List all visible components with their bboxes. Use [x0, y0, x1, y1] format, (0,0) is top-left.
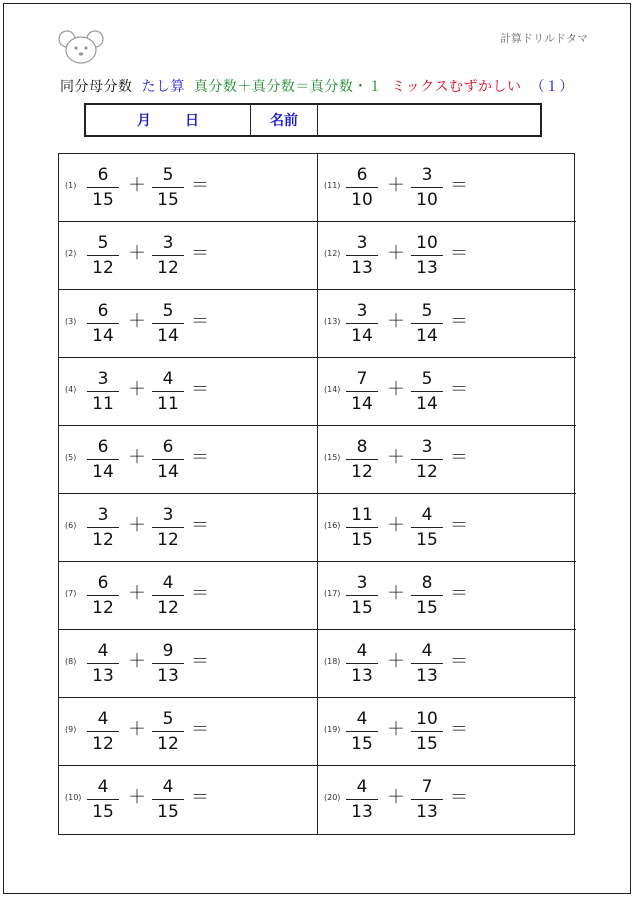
numerator: 4: [356, 709, 368, 729]
answer-area[interactable]: [217, 294, 311, 354]
second-fraction: [410, 367, 444, 416]
problem-cell: [318, 222, 576, 290]
denominator: 12: [157, 258, 179, 278]
answer-area[interactable]: [217, 634, 311, 694]
plus-sign: ＋: [387, 243, 405, 264]
problem-number: (4): [65, 385, 77, 394]
equals-sign: ＝: [191, 175, 209, 196]
first-fraction: [86, 639, 120, 688]
answer-area[interactable]: [476, 362, 570, 422]
first-fraction: [345, 163, 379, 212]
answer-area[interactable]: [476, 702, 570, 762]
denominator: 15: [416, 530, 438, 550]
denominator: 15: [416, 598, 438, 618]
problem-number: (18): [324, 657, 341, 666]
second-fraction: [410, 299, 444, 348]
numerator: 3: [162, 505, 174, 525]
numerator: 7: [421, 777, 433, 797]
problem-number: (15): [324, 453, 341, 462]
problem-number: (11): [324, 181, 341, 190]
first-fraction: [86, 435, 120, 484]
second-fraction: [151, 571, 185, 620]
denominator: 15: [351, 598, 373, 618]
numerator: 3: [97, 369, 109, 389]
denominator: 12: [92, 258, 114, 278]
denominator: 12: [92, 734, 114, 754]
problem-cell: [59, 358, 317, 426]
numerator: 6: [97, 301, 109, 321]
equals-sign: ＝: [450, 311, 468, 332]
second-fraction: [410, 435, 444, 484]
numerator: 6: [97, 165, 109, 185]
equals-sign: ＝: [191, 583, 209, 604]
problem-grid: [58, 153, 575, 835]
numerator: 4: [162, 369, 174, 389]
first-fraction: [345, 639, 379, 688]
first-fraction: [86, 503, 120, 552]
second-fraction: [410, 571, 444, 620]
problem-number: (10): [65, 793, 82, 802]
answer-area[interactable]: [217, 566, 311, 626]
denominator: 15: [92, 190, 114, 210]
denominator: 15: [157, 190, 179, 210]
problem-cell: [318, 426, 576, 494]
first-fraction: [345, 367, 379, 416]
denominator: 14: [351, 326, 373, 346]
answer-area[interactable]: [476, 770, 570, 830]
equals-sign: ＝: [191, 719, 209, 740]
first-fraction: [86, 163, 120, 212]
answer-area[interactable]: [476, 294, 570, 354]
numerator: 5: [421, 369, 433, 389]
denominator: 13: [92, 666, 114, 686]
denominator: 14: [92, 326, 114, 346]
answer-area[interactable]: [217, 770, 311, 830]
problem-number: (20): [324, 793, 341, 802]
first-fraction: [86, 775, 120, 824]
equals-sign: ＝: [450, 243, 468, 264]
numerator: 6: [356, 165, 368, 185]
denominator: 12: [157, 734, 179, 754]
equals-sign: ＝: [450, 583, 468, 604]
numerator: 8: [356, 437, 368, 457]
numerator: 8: [421, 573, 433, 593]
answer-area[interactable]: [217, 226, 311, 286]
problem-cell: [318, 494, 576, 562]
denominator: 13: [351, 666, 373, 686]
equals-sign: ＝: [450, 515, 468, 536]
second-fraction: [151, 707, 185, 756]
second-fraction: [410, 163, 444, 212]
numerator: 5: [162, 165, 174, 185]
denominator: 12: [92, 530, 114, 550]
answer-area[interactable]: [476, 158, 570, 218]
answer-area[interactable]: [476, 498, 570, 558]
title-operation: たし算: [141, 79, 185, 95]
first-fraction: [86, 299, 120, 348]
denominator: 10: [351, 190, 373, 210]
problem-number: (14): [324, 385, 341, 394]
problem-cell: [59, 698, 317, 766]
numerator: 6: [97, 437, 109, 457]
equals-sign: ＝: [450, 787, 468, 808]
answer-area[interactable]: [217, 498, 311, 558]
day-label: 日: [185, 113, 199, 129]
denominator: 11: [92, 394, 114, 414]
denominator: 13: [351, 258, 373, 278]
second-fraction: [151, 163, 185, 212]
answer-area[interactable]: [217, 158, 311, 218]
problem-cell: [59, 630, 317, 698]
numerator: 4: [162, 777, 174, 797]
problem-cell: [318, 562, 576, 630]
mouse-face-icon: [58, 28, 104, 66]
denominator: 13: [351, 802, 373, 822]
numerator: 4: [97, 641, 109, 661]
first-fraction: [345, 299, 379, 348]
numerator: 5: [421, 301, 433, 321]
numerator: 6: [97, 573, 109, 593]
plus-sign: ＋: [128, 583, 146, 604]
problem-number: (5): [65, 453, 77, 462]
denominator: 13: [416, 666, 438, 686]
plus-sign: ＋: [128, 311, 146, 332]
plus-sign: ＋: [387, 515, 405, 536]
denominator: 15: [351, 530, 373, 550]
plus-sign: ＋: [387, 583, 405, 604]
equals-sign: ＝: [450, 447, 468, 468]
problem-cell: [59, 562, 317, 630]
numerator: 4: [97, 709, 109, 729]
problem-number: (1): [65, 181, 77, 190]
second-fraction: [410, 707, 444, 756]
numerator: 3: [421, 165, 433, 185]
first-fraction: [86, 571, 120, 620]
problem-cell: [59, 154, 317, 222]
title-difficulty: ミックスむずかしい: [391, 79, 522, 95]
numerator: 3: [356, 301, 368, 321]
second-fraction: [410, 231, 444, 280]
denominator: 12: [351, 462, 373, 482]
plus-sign: ＋: [128, 515, 146, 536]
plus-sign: ＋: [387, 379, 405, 400]
plus-sign: ＋: [128, 379, 146, 400]
denominator: 13: [157, 666, 179, 686]
numerator: 4: [97, 777, 109, 797]
first-fraction: [86, 231, 120, 280]
title-category: 同分母分数: [60, 79, 133, 95]
name-label: 名前: [251, 105, 318, 135]
numerator: 4: [356, 777, 368, 797]
problem-number: (7): [65, 589, 77, 598]
denominator: 12: [416, 462, 438, 482]
denominator: 14: [416, 326, 438, 346]
first-fraction: [345, 571, 379, 620]
title-description: 真分数＋真分数＝真分数・１: [193, 79, 383, 95]
problem-cell: [318, 290, 576, 358]
first-fraction: [345, 503, 379, 552]
numerator: 10: [416, 709, 438, 729]
numerator: 4: [421, 641, 433, 661]
worksheet-title: [60, 76, 578, 96]
equals-sign: ＝: [191, 447, 209, 468]
equals-sign: ＝: [191, 787, 209, 808]
denominator: 13: [416, 258, 438, 278]
numerator: 5: [162, 301, 174, 321]
plus-sign: ＋: [387, 651, 405, 672]
second-fraction: [151, 503, 185, 552]
brand-label: 計算ドリルドタマ: [500, 32, 588, 45]
problem-cell: [318, 766, 576, 834]
equals-sign: ＝: [191, 311, 209, 332]
problem-cell: [318, 358, 576, 426]
denominator: 14: [157, 326, 179, 346]
title-number: （１）: [530, 79, 574, 95]
plus-sign: ＋: [387, 719, 405, 740]
problem-cell: [59, 494, 317, 562]
plus-sign: ＋: [387, 175, 405, 196]
numerator: 5: [162, 709, 174, 729]
denominator: 12: [157, 598, 179, 618]
problem-number: (2): [65, 249, 77, 258]
equals-sign: ＝: [191, 379, 209, 400]
problem-number: (12): [324, 249, 341, 258]
denominator: 15: [92, 802, 114, 822]
plus-sign: ＋: [387, 787, 405, 808]
denominator: 13: [416, 802, 438, 822]
numerator: 11: [351, 505, 373, 525]
problem-number: (6): [65, 521, 77, 530]
numerator: 10: [416, 233, 438, 253]
denominator: 12: [92, 598, 114, 618]
equals-sign: ＝: [450, 379, 468, 400]
problem-number: (8): [65, 657, 77, 666]
problem-cell: [59, 766, 317, 834]
equals-sign: ＝: [191, 243, 209, 264]
answer-area[interactable]: [476, 226, 570, 286]
problem-number: (9): [65, 725, 77, 734]
numerator: 4: [421, 505, 433, 525]
denominator: 14: [157, 462, 179, 482]
equals-sign: ＝: [191, 651, 209, 672]
denominator: 11: [157, 394, 179, 414]
equals-sign: ＝: [191, 515, 209, 536]
numerator: 3: [356, 573, 368, 593]
denominator: 15: [416, 734, 438, 754]
second-fraction: [151, 435, 185, 484]
problem-cell: [318, 154, 576, 222]
plus-sign: ＋: [128, 447, 146, 468]
numerator: 3: [162, 233, 174, 253]
problem-number: (16): [324, 521, 341, 530]
second-fraction: [151, 231, 185, 280]
second-fraction: [151, 775, 185, 824]
numerator: 3: [356, 233, 368, 253]
denominator: 15: [351, 734, 373, 754]
numerator: 9: [162, 641, 174, 661]
problem-number: (17): [324, 589, 341, 598]
problem-cell: [318, 630, 576, 698]
problem-number: (13): [324, 317, 341, 326]
numerator: 3: [421, 437, 433, 457]
first-fraction: [345, 707, 379, 756]
name-field[interactable]: [318, 105, 540, 135]
denominator: 14: [416, 394, 438, 414]
second-fraction: [151, 367, 185, 416]
answer-area[interactable]: [476, 634, 570, 694]
second-fraction: [410, 775, 444, 824]
problem-cell: [59, 290, 317, 358]
plus-sign: ＋: [387, 311, 405, 332]
plus-sign: ＋: [128, 175, 146, 196]
plus-sign: ＋: [128, 651, 146, 672]
answer-area[interactable]: [476, 430, 570, 490]
answer-area[interactable]: [217, 702, 311, 762]
denominator: 14: [92, 462, 114, 482]
date-field[interactable]: [86, 105, 251, 135]
denominator: 10: [416, 190, 438, 210]
name-date-box: [84, 103, 542, 137]
equals-sign: ＝: [450, 175, 468, 196]
first-fraction: [345, 231, 379, 280]
second-fraction: [410, 639, 444, 688]
plus-sign: ＋: [128, 243, 146, 264]
numerator: 3: [97, 505, 109, 525]
numerator: 7: [356, 369, 368, 389]
numerator: 4: [162, 573, 174, 593]
problem-number: (19): [324, 725, 341, 734]
equals-sign: ＝: [450, 719, 468, 740]
first-fraction: [345, 775, 379, 824]
answer-area[interactable]: [217, 362, 311, 422]
plus-sign: ＋: [128, 787, 146, 808]
denominator: 14: [351, 394, 373, 414]
answer-area[interactable]: [476, 566, 570, 626]
second-fraction: [151, 639, 185, 688]
numerator: 6: [162, 437, 174, 457]
month-label: 月: [137, 113, 151, 129]
answer-area[interactable]: [217, 430, 311, 490]
numerator: 4: [356, 641, 368, 661]
second-fraction: [151, 299, 185, 348]
problem-cell: [59, 426, 317, 494]
denominator: 12: [157, 530, 179, 550]
first-fraction: [86, 707, 120, 756]
problem-cell: [318, 698, 576, 766]
second-fraction: [410, 503, 444, 552]
first-fraction: [345, 435, 379, 484]
first-fraction: [86, 367, 120, 416]
plus-sign: ＋: [128, 719, 146, 740]
denominator: 15: [157, 802, 179, 822]
plus-sign: ＋: [387, 447, 405, 468]
problem-cell: [59, 222, 317, 290]
numerator: 5: [97, 233, 109, 253]
problem-number: (3): [65, 317, 77, 326]
equals-sign: ＝: [450, 651, 468, 672]
